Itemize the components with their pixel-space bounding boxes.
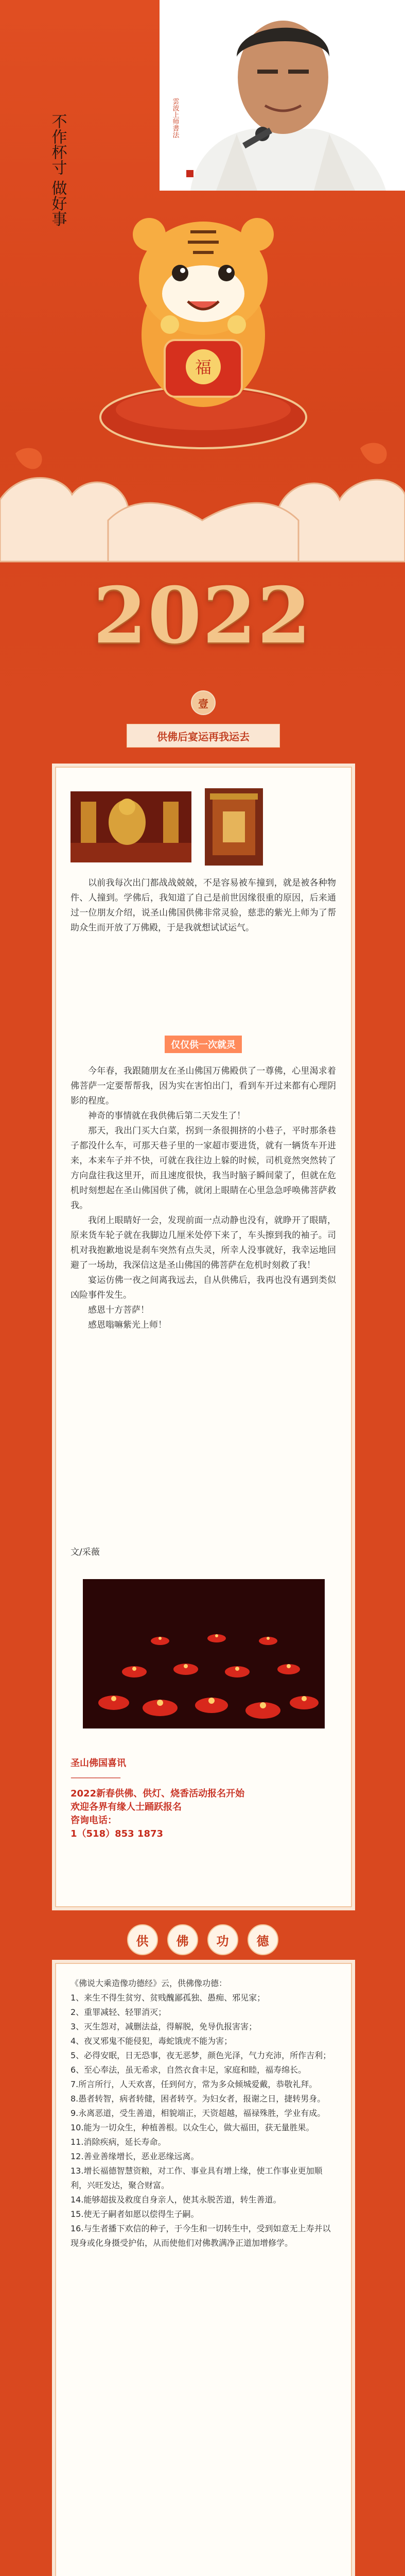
announcement-divider: —————— — [71, 1772, 120, 1783]
merit-item: 9.永离恶道，受生善道，相貌端正，天资超越，福禄殊胜，学业有成。 — [71, 2108, 326, 2118]
announcement-line: 咨询电话： — [71, 1815, 117, 1826]
phone-number[interactable]: 1（518）853 1873 — [71, 1828, 164, 1839]
seal-note: 雲波上师書法 — [171, 98, 179, 138]
merit-item: 11.消除疾病，延长寿命。 — [71, 2137, 166, 2147]
section-title: 供佛后宴运再我运去 — [127, 724, 280, 748]
year-title: 2022 — [93, 570, 312, 661]
merit-item: 《佛说大乘造像功德经》云，供佛像功德： — [71, 1978, 227, 1988]
paragraph: 感恩嗡嘛紫光上师！ — [88, 1320, 167, 1330]
merit-item: 8.愚者转智，病者转健，困者转亨。为妇女者，报谢之日，捷转男身。 — [71, 2094, 326, 2104]
merit-item: 2、重罪减轻、轻罪消灭； — [71, 2007, 167, 2017]
merit-item: 10.能为一切众生，种植善根。以众生心，做大福田，获无量胜果。 — [71, 2123, 314, 2132]
candles-photo — [83, 1579, 325, 1728]
buddha-hall-photo — [71, 791, 191, 862]
merit-item: 7.所言所行，人天欢喜，任到何方，常为多众倾城爱戴，恭敬礼拜。 — [71, 2079, 318, 2089]
merit-title-char: 功 — [207, 1924, 238, 1955]
calligraphy-text: 不作杯寸 做好事 — [48, 113, 67, 227]
merit-title-char: 德 — [248, 1924, 278, 1955]
merit-item: 6、至心奉法，虽无希求，自然衣食丰足，家庭和睦，福寿绵长。 — [71, 2065, 307, 2075]
merits-card — [55, 1963, 352, 2576]
merits-list — [71, 1976, 338, 2250]
author-credit: 文/采薇 — [71, 1547, 100, 1557]
merit-item: 15.使无子嗣者如愿以偿得生子嗣。 — [71, 2209, 199, 2219]
announcement-org: 圣山佛国喜讯 — [71, 1758, 126, 1769]
merit-item: 3、灭生怨对，减删法益，得解脱，免导仇报害害； — [71, 2022, 257, 2031]
merit-item: 1、来生不得生贫穷、贫贱醜鄙孤独、愚痴、邪见家； — [71, 1993, 266, 2003]
merit-item: 4、夜叉邪鬼不能侵犯，毒蛇饿虎不能为害； — [71, 2036, 233, 2046]
merit-title-char: 佛 — [167, 1924, 198, 1955]
paragraph: 那天，我出门买大白菜，拐到一条很拥挤的小巷子，平时那条巷子都没什么车，可那天巷子里的一家超市要进货，就有一辆货车开进来，本来车子并不快，可就在我往边上躲的时候，司机竟然突然转了方向盘往我这里开，而且速度很快，我当时脑子瞬间蒙了，但就在危机时刻想起在圣山佛国供了佛，就闭上眼睛在心里急急呼唤佛菩萨救我。 — [71, 1126, 336, 1211]
paragraph: 神奇的事情就在我供佛后第二天发生了！ — [88, 1111, 245, 1121]
paragraph: 宴运仿佛一夜之间离我远去，自从供佛后，我再也没有遇到类似凶险事件发生。 — [71, 1275, 336, 1300]
merit-item: 16.与生者播下欢信的种子，于今生和一切转生中，受到如意无上寿并以现身或化身摄受护佑，从而使他们对佛教满净正道加增修学。 — [71, 2224, 331, 2248]
merit-item: 14.能够超拔及救度自身亲人，使其永脱苦道，转生善道。 — [71, 2195, 281, 2205]
merit-item: 5、必得安眠，日无恐事，夜无恶梦，颜色光泽，气力充沛，所作吉利； — [71, 2050, 331, 2060]
paragraph: 今年春，我跟随朋友在圣山佛国万佛殿供了一尊佛，心里渴求着佛菩萨一定要帮帮我，因为实在害怕出门，看到车开过来都有心理阴影的程度。 — [71, 1066, 336, 1106]
announcement-line: 2022新春供佛、供灯、烧香活动报名开始 — [71, 1788, 245, 1799]
paragraph: 感恩十方菩萨！ — [88, 1305, 149, 1315]
paragraph: 我闭上眼睛好一会，发现前面一点动静也没有，就睁开了眼睛，原来货车轮子就在我脚边几厘米处停下来了，车头擦到我的袖子。司机对我抱歉地说是刹车突然有点失灵，所幸人没事就好，我幸运地回避了一场劫，我深信这是圣山佛国的佛菩萨在危机时刻救了我！ — [71, 1215, 336, 1270]
merit-item: 12.善业善缘增长，恶业恶缘远离。 — [71, 2151, 199, 2161]
paragraph: 以前我每次出门都战战兢兢，不是容易被车撞到，就是被各种物件、人撞到。学佛后，我知道了自己是前世因缘很重的原因，后来通过一位朋友介绍，说圣山佛国供佛非常灵验，慈悲的紫光上师为了帮助众生而开放了万佛殿，于是我就想试试运气。 — [71, 878, 336, 933]
subheading: 仅仅供一次就灵 — [165, 1036, 242, 1053]
article-intro — [71, 876, 336, 936]
fu-character: 福 — [195, 358, 212, 377]
seal-stamp — [186, 170, 193, 177]
calligraphy-art — [48, 77, 206, 227]
merit-item: 13.增长福德智慧资粮，对工作、事业具有增上缘，使工作事业更加顺利，兴旺发达，聚合财富。 — [71, 2166, 323, 2190]
announcement — [71, 1756, 338, 1841]
hero-banner — [0, 0, 405, 711]
section-number-badge: 壹 — [191, 690, 216, 715]
article-body — [71, 1064, 336, 1333]
shrine-photo — [205, 788, 263, 866]
announcement-line: 欢迎各界有缘人士踊跃报名 — [71, 1802, 182, 1812]
tiger-illustration — [87, 206, 319, 474]
merits-header — [0, 1919, 405, 1960]
article-card — [55, 767, 352, 1907]
merit-title-char: 供 — [127, 1924, 158, 1955]
